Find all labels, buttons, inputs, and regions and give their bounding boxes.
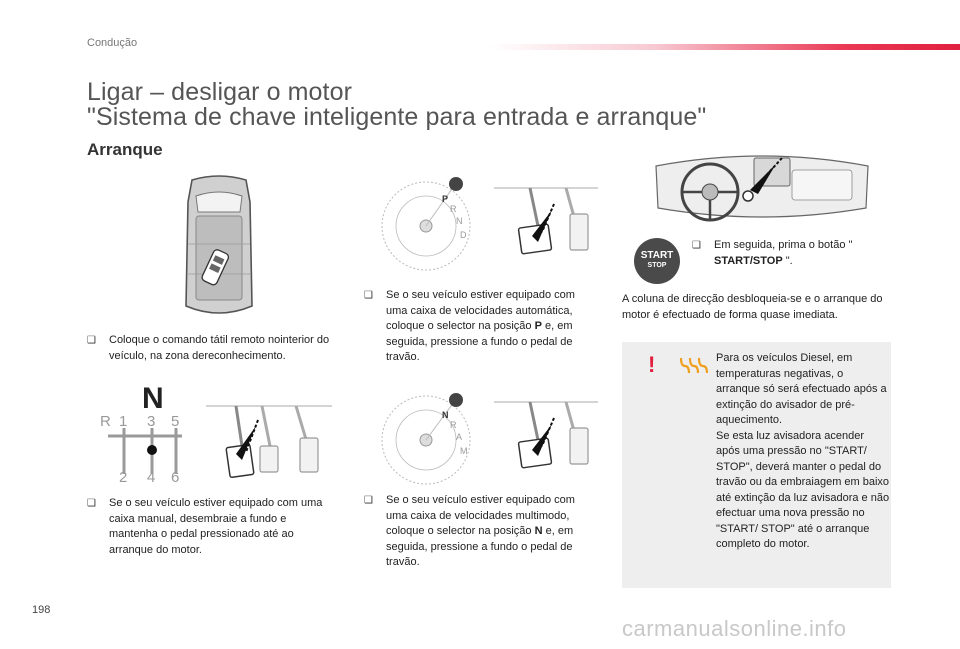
gear-top-label: 1	[119, 413, 128, 430]
automatic-pedals-illustration	[494, 184, 598, 264]
page-title-line1: Ligar – desligar o motor	[87, 78, 353, 106]
step-press-start-text: Em seguida, prima o botão "	[714, 239, 853, 251]
step-remote-text: Coloque o comando tátil remoto nointerior do veículo, na zona dereconhecimento.	[109, 334, 330, 362]
step-manual	[87, 496, 337, 558]
bullet-icon: ❑	[87, 498, 96, 509]
manual-gearbox-illustration	[100, 378, 190, 484]
step-press-start-text-end: ".	[782, 254, 793, 267]
bullet-icon: ❑	[692, 240, 701, 251]
start-stop-button-icon	[634, 238, 680, 284]
selector-position-label: N	[456, 216, 463, 226]
step-automatic	[364, 288, 596, 366]
bullet-icon: ❑	[364, 495, 373, 506]
manual-pedals-illustration	[206, 402, 332, 482]
step-automatic-text: Se o seu veículo estiver equipado com uma caixa de velocidades automática, coloque o selector na posição	[386, 289, 575, 332]
step-multimode-text: Se o seu veículo estiver equipado com uma caixa de velocidades multimodo, coloque o selector na posição	[386, 494, 575, 537]
gear-reverse-label: R	[100, 413, 111, 430]
stop-label: STOP	[647, 262, 667, 269]
selector-position-label: N	[442, 410, 449, 420]
gear-bottom-label: 4	[147, 469, 156, 484]
start-label: START	[640, 250, 674, 261]
gear-selected-label: N	[142, 382, 164, 415]
bullet-icon: ❑	[87, 335, 96, 346]
multimode-pedals-illustration	[494, 398, 598, 478]
car-top-view-illustration	[178, 174, 260, 320]
step-press-start-key: START/STOP	[714, 254, 783, 267]
step-press-start	[692, 238, 872, 269]
page-number: 198	[32, 604, 51, 616]
dashboard-illustration	[652, 150, 872, 230]
selector-position-label: R	[450, 204, 457, 214]
warning-exclamation-icon: !	[648, 352, 656, 377]
selector-position-label: M	[460, 446, 468, 456]
notice-text	[716, 351, 890, 553]
gear-top-label: 5	[171, 413, 180, 430]
section-label: Condução	[87, 37, 138, 49]
steering-column-text: A coluna de direcção desbloqueia-se e o arranque do motor é efectuado de forma quase imediata.	[622, 293, 883, 321]
footer-site-watermark: carmanualsonline.info	[622, 616, 847, 641]
gear-bottom-label: 2	[119, 469, 128, 484]
selector-position-label: P	[442, 194, 449, 204]
step-manual-text: Se o seu veículo estiver equipado com uma caixa manual, desembraie a fundo e mantenha o pedal pressionado até ao arranque do motor.	[109, 497, 323, 556]
notice-paragraph-warning-light: Se esta luz avisadora acender após uma pressão no "START/ STOP", deverá manter o pedal do travão ou da embraiagem em baixo até extinção da luz avisadora e não efectuar uma nova pressão no "START/ STOP" até o arranque completo do motor.	[716, 429, 890, 550]
selector-position-label: A	[456, 432, 463, 442]
preheating-glow-plug-icon	[678, 356, 708, 376]
step-automatic-key: P	[534, 320, 542, 332]
step-multimode-text-end: e, em seguida, pressione a fundo o pedal de travão.	[386, 525, 574, 568]
selector-position-label: R	[450, 420, 457, 430]
section-subtitle: Arranque	[87, 140, 163, 159]
step-multimode-key: N	[534, 525, 543, 537]
header-accent-bar	[490, 44, 960, 50]
page-title-line2: "Sistema de chave inteligente para entrada e arranque"	[87, 103, 707, 131]
notice-paragraph-preheating: Para os veículos Diesel, em temperaturas negativas, o arranque só será efectuado após a extinção do avisador de pré-aquecimento.	[716, 352, 887, 426]
selector-position-label: D	[460, 230, 467, 240]
gear-top-label: 3	[147, 413, 156, 430]
step-automatic-text-end: e, em seguida, pressione a fundo o pedal de travão.	[386, 320, 573, 363]
automatic-selector-illustration	[376, 174, 476, 274]
bullet-icon: ❑	[364, 290, 373, 301]
step-multimode	[364, 493, 596, 571]
step-remote	[87, 333, 337, 364]
multimode-selector-illustration	[376, 388, 476, 488]
gear-bottom-label: 6	[171, 469, 180, 484]
